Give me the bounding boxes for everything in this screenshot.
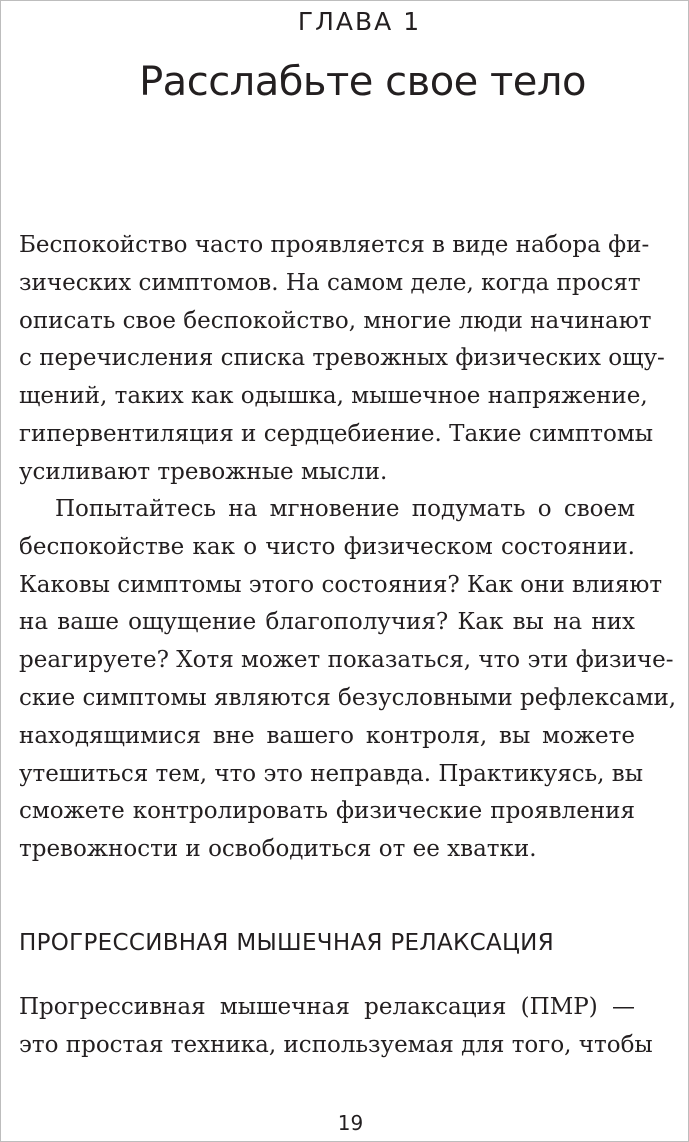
section-heading: ПРОГРЕССИВНАЯ МЫШЕЧНАЯ РЕЛАКСАЦИЯ [19,930,554,956]
paragraph-line: зических симптомов. На самом деле, когда просят [19,269,641,296]
paragraph-line: описать свое беспокойство, многие люди начинают [19,307,652,334]
page-number: 19 [337,1111,364,1135]
paragraph-line: реагируете? Хотя может показаться, что эти физиче- [19,647,674,674]
paragraph-line: утешиться тем, что это неправда. Практикуясь, вы [19,760,643,787]
paragraph-line: сможете контролировать физические проявления [19,798,635,825]
paragraph-line: Прогрессивная мышечная релаксация (ПМР) — [19,994,635,1020]
paragraph-line: это простая техника, используемая для того, чтобы [19,1031,653,1058]
paragraph-1 [19,227,665,492]
paragraph-line: щений, таких как одышка, мышечное напряжение, [19,383,648,410]
paragraph-line: беспокойстве как о чисто физическом состоянии. [19,533,635,560]
section-paragraph [19,989,653,1065]
paragraph-line: гипервентиляция и сердцебиение. Такие симптомы [19,420,654,447]
paragraph-line: тревожности и освободиться от ее хватки. [19,836,537,863]
paragraph-line: Беспокойство часто проявляется в виде набора фи- [19,232,650,258]
paragraph-line: ские симптомы являются безусловными рефлексами, [19,684,677,711]
paragraph-line: Каковы симптомы этого состояния? Как они влияют [19,571,663,598]
paragraph-2 [19,491,677,869]
chapter-title: Расслабьте свое тело [139,59,586,105]
paragraph-line: с перечисления списка тревожных физических ощу- [19,345,665,372]
paragraph-line: находящимися вне вашего контроля, вы можете [19,722,635,749]
paragraph-line: усиливают тревожные мысли. [19,458,388,485]
paragraph-line: на ваше ощущение благополучия? Как вы на них [19,609,635,636]
chapter-label: ГЛАВА 1 [297,7,422,36]
paragraph-line: Попытайтесь на мгновение подумать о своем [55,496,635,522]
